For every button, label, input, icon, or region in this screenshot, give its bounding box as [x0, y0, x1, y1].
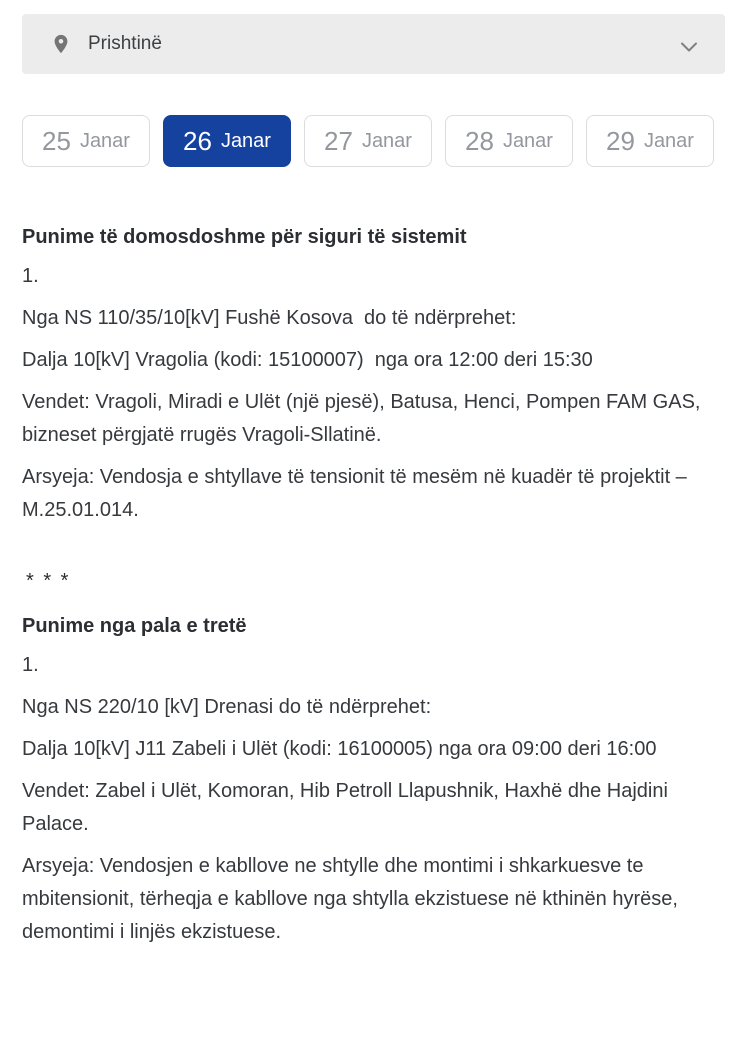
date-tab-day: 28 [465, 126, 494, 156]
date-tab[interactable] [163, 115, 291, 167]
outage-section [22, 565, 725, 949]
section-heading: Punime nga pala e tretë [22, 615, 247, 637]
outage-section [22, 221, 725, 527]
date-tab-month: Janar [220, 130, 271, 152]
location-selector[interactable] [22, 14, 725, 74]
section-heading: Punime të domosdoshme për siguri të sistemit [22, 226, 467, 248]
paragraph: Nga NS 110/35/10[kV] Fushë Kosova do të ndërprehet: [22, 307, 517, 329]
paragraph: Vendet: Zabel i Ulët, Komoran, Hib Petroll Llapushnik, Haxhë dhe Hajdini Palace. [22, 780, 674, 835]
paragraph: 1. [22, 654, 39, 676]
paragraph: 1. [22, 265, 39, 287]
date-tab[interactable] [586, 115, 714, 167]
location-selector-value: Prishtinë [88, 33, 162, 54]
paragraph: Arsyeja: Vendosjen e kabllove ne shtylle dhe montimi i shkarkuesve te mbitensionit, tërheqja e kabllove nga shtylla ekzistuese në kthinën hyrëse, demontimi i linjës ekzistuese. [22, 855, 684, 943]
date-tabs [22, 115, 725, 167]
paragraph: Arsyeja: Vendosja e shtyllave të tensionit të mesëm në kuadër të projektit – M.25.01.014. [22, 466, 693, 521]
date-tab-month: Janar [502, 130, 553, 152]
chevron-down-icon [681, 39, 697, 49]
paragraph: Nga NS 220/10 [kV] Drenasi do të ndërprehet: [22, 696, 432, 718]
date-tab[interactable] [445, 115, 573, 167]
date-tab-month: Janar [79, 130, 130, 152]
paragraph: Dalja 10[kV] Vragolia (kodi: 15100007) nga ora 12:00 deri 15:30 [22, 349, 593, 371]
date-tab-month: Janar [361, 130, 412, 152]
content [22, 221, 725, 949]
date-tab-day: 27 [324, 126, 353, 156]
paragraph: Vendet: Vragoli, Miradi e Ulët (një pjesë), Batusa, Henci, Pompen FAM GAS, bizneset përgjatë rrugës Vragoli-Sllatinë. [22, 391, 707, 446]
section-separator: * * * [26, 570, 71, 592]
date-tab[interactable] [304, 115, 432, 167]
location-pin-icon [50, 33, 72, 55]
paragraph: Dalja 10[kV] J11 Zabeli i Ulët (kodi: 16100005) nga ora 09:00 deri 16:00 [22, 738, 657, 760]
date-tab-day: 29 [606, 126, 635, 156]
date-tab[interactable] [22, 115, 150, 167]
date-tab-month: Janar [643, 130, 694, 152]
date-tab-day: 25 [42, 126, 71, 156]
date-tab-day: 26 [183, 126, 212, 156]
